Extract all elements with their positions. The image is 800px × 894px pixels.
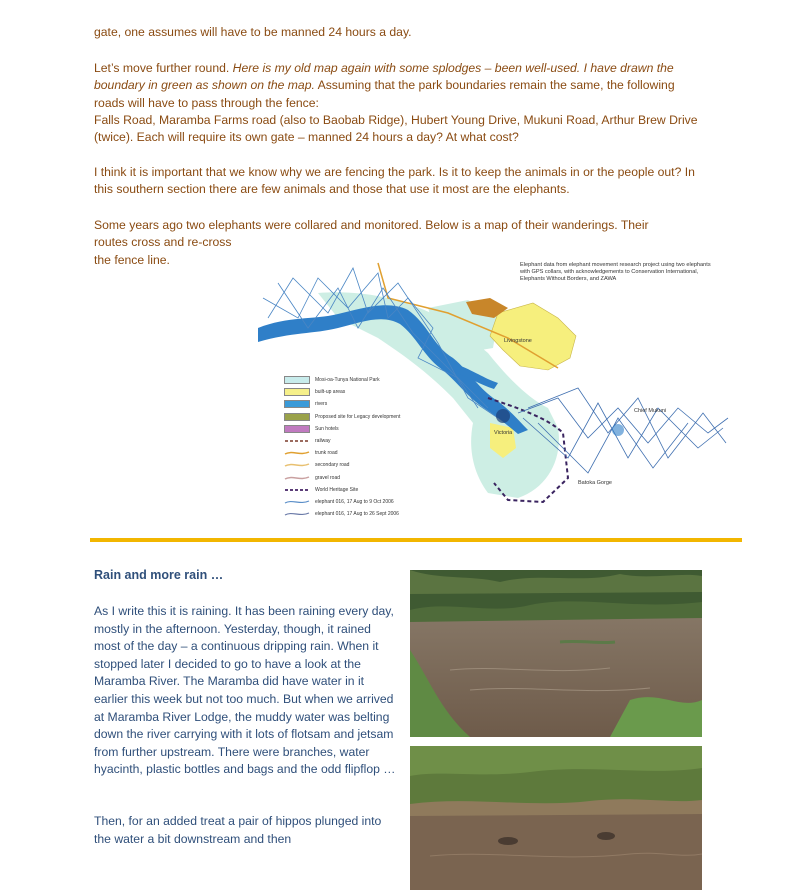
- legend-row: [284, 386, 404, 398]
- fencing-reason-text: I think it is important that we know why we are fencing the park. Is it to keep the animals in or the people out? In this southern section there are few animals and those that use it most are the elephants.: [94, 165, 695, 197]
- legend-row: [284, 459, 404, 471]
- map-intro-italic: Here is my old map again with some splodges – been well-used. I have drawn the boundary in green as shown on the map.: [94, 61, 674, 93]
- legend-label: Sun hotels: [315, 425, 339, 432]
- elephants-line-2: routes cross and re-cross: [94, 235, 232, 250]
- legend-label: Mosi-oa-Tunya National Park: [315, 377, 380, 384]
- paragraph-fencing-reason: [94, 164, 706, 199]
- legend-line: [284, 498, 310, 506]
- legend-row: [284, 398, 404, 410]
- legend-row: [284, 447, 404, 459]
- track-cluster-east: [612, 424, 624, 436]
- track-cluster-falls: [496, 409, 510, 423]
- intro-line: [94, 24, 706, 41]
- legend-row: [284, 484, 404, 496]
- intro-line-text: gate, one assumes will have to be manned 24 hours a day.: [94, 25, 412, 39]
- rain-paragraph-2: Then, for an added treat a pair of hippos plunged into the water a bit downstream and then: [94, 814, 382, 846]
- map-legend: [284, 374, 404, 520]
- map-label-livingstone: Livingstone: [504, 338, 532, 344]
- maramba-river-photo: [410, 570, 702, 737]
- legend-row: [284, 423, 404, 435]
- legend-swatch: [284, 413, 310, 421]
- hippos-photo: [410, 746, 702, 890]
- legend-row: [284, 472, 404, 484]
- legend-line: [284, 486, 310, 494]
- legend-line: [284, 449, 310, 457]
- elephants-line-3: the fence line.: [94, 252, 170, 267]
- rain-section-heading: Rain and more rain …: [94, 568, 224, 582]
- legend-label: secondary road: [315, 462, 350, 469]
- map-intro-rest: Assuming that the park boundaries remain the same, the following roads will have to pass through the fence:: [94, 78, 675, 110]
- legend-swatch: [284, 400, 310, 408]
- legend-swatch: [284, 376, 310, 384]
- legend-label: railway: [315, 438, 331, 445]
- hippo-head-2: [597, 832, 615, 840]
- legend-label: gravel road: [315, 474, 341, 481]
- map-label-batoka-gorge: Batoka Gorge: [578, 480, 612, 486]
- legend-line: [284, 437, 310, 445]
- legend-swatch: [284, 388, 310, 396]
- legend-label: Proposed site for Legacy development: [315, 413, 401, 420]
- legend-line: [284, 510, 310, 518]
- legend-label: built-up areas: [315, 389, 346, 396]
- legend-row: [284, 374, 404, 386]
- legend-row: [284, 508, 404, 520]
- rain-paragraph-1: As I write this it is raining. It has been raining every day, mostly in the afternoon. Yesterday, though, it rained most of the day – a continuous dripping rain. When it stopped later I decided to go to have a look at the Maramba River. The Maramba did have water in it earlier this week but not too much. But when we arrived at Maramba River Lodge, the muddy water was belting down the river carrying with it lots of flotsam and jetsam from further upstream. There were branches, water hyacinth, plastic bottles and bags and the odd flipflop …: [94, 604, 396, 777]
- map-label-chief-mukuni: Chief Mukuni: [634, 408, 667, 414]
- legend-line: [284, 474, 310, 482]
- map-intro-lead: Let’s move further round.: [94, 61, 233, 75]
- map-caption: Elephant data from elephant movement research project using two elephants with GPS collars, with acknowledgements to Conservation International, Elephants Without Borders, and ZAWA: [520, 262, 711, 282]
- legend-row: [284, 435, 404, 447]
- legend-label: World Heritage Site: [315, 486, 359, 493]
- legend-row: [284, 411, 404, 423]
- paragraph-map-intro: [94, 60, 706, 146]
- legend-swatch: [284, 425, 310, 433]
- legend-row: [284, 496, 404, 508]
- legend-label: rivers: [315, 401, 328, 408]
- elephants-line-1: Some years ago two elephants were collared and monitored. Below is a map of their wanderings. Their: [94, 218, 649, 232]
- map-label-victoria: Victoria: [494, 430, 513, 436]
- hippo-head-1: [498, 837, 518, 845]
- legend-label: elephant 016, 17 Aug to 26 Sept 2006: [315, 511, 399, 518]
- section-divider: [90, 538, 742, 542]
- legend-label: elephant 016, 17 Aug to 9 Oct 2006: [315, 498, 394, 505]
- roads-list: Falls Road, Maramba Farms road (also to Baobab Ridge), Hubert Young Drive, Mukuni Road, Arthur Brew Drive (twice). Each will require its own gate – manned 24 hours a day? At what cost?: [94, 112, 698, 145]
- legend-line: [284, 461, 310, 469]
- legend-label: trunk road: [315, 450, 338, 457]
